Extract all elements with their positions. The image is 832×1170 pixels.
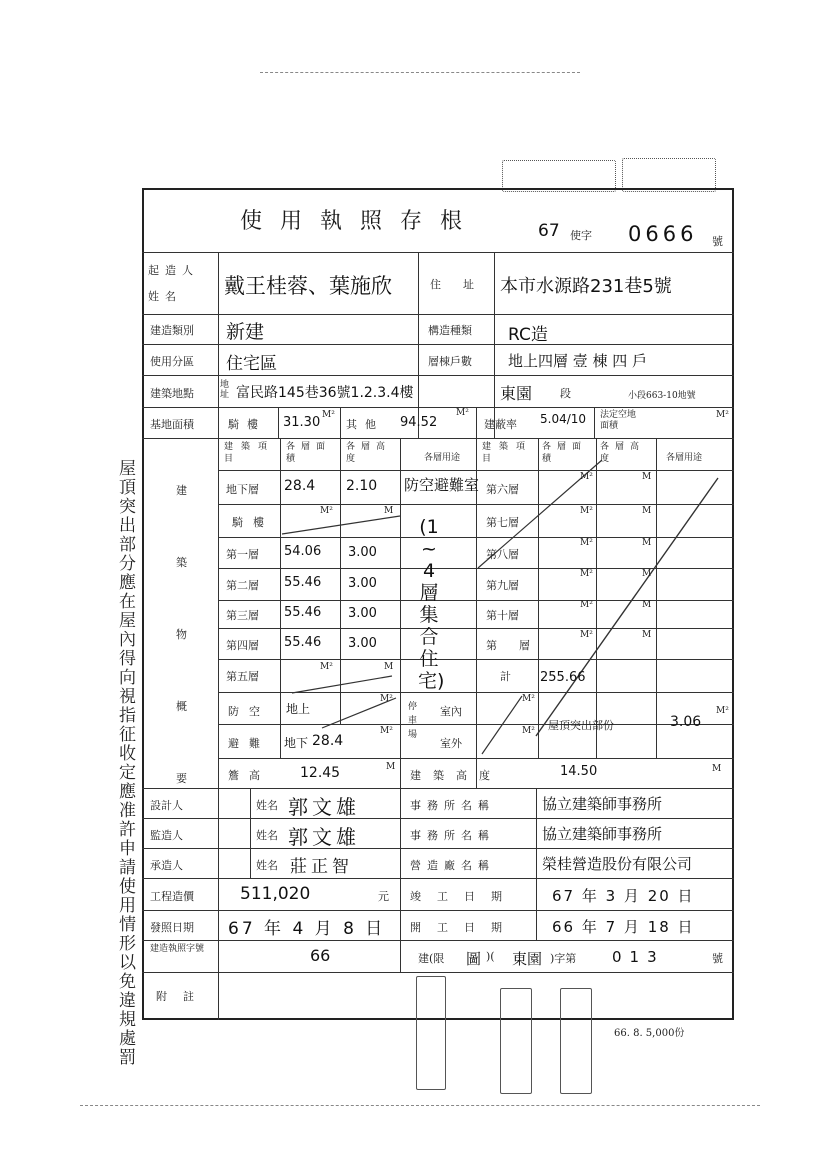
floor-use-0: 防空避難室 <box>404 476 480 494</box>
floor-height-unit-1: M <box>384 506 394 516</box>
floor-right-3: 第九層 <box>486 579 519 592</box>
floor-section-char-4: 概 <box>176 700 187 713</box>
coverage-label: 建蔽率 <box>484 418 517 431</box>
floor-area-4: 55.46 <box>284 605 322 620</box>
floor-right-0: 第六層 <box>486 483 519 496</box>
parking-outside-unit: M² <box>522 726 535 736</box>
use-note: (1~4層集合住宅) <box>418 516 445 692</box>
total-floor-area: 255.66 <box>540 670 586 685</box>
floor-name-6: 第五層 <box>226 670 259 683</box>
form-title: 使用執照存根 <box>240 209 481 234</box>
floor-name-5: 第四層 <box>226 639 259 652</box>
floor-name-4: 第三層 <box>226 609 259 622</box>
permit-ref-mid4: 東園 <box>512 950 543 968</box>
floor-area-0: 28.4 <box>284 478 316 494</box>
floor-area-3: 55.46 <box>284 575 322 590</box>
completion-date: 67 年 3 月 20 日 <box>552 887 695 905</box>
other-label: 其他 <box>346 418 384 431</box>
print-note: 66. 8. 5,000份 <box>614 1028 685 1039</box>
floor-height-5: 3.00 <box>348 636 377 651</box>
cost-label: 工程造價 <box>150 890 194 903</box>
issue-date-label: 發照日期 <box>150 921 194 934</box>
designer-name: 郭文雄 <box>288 795 360 819</box>
floor-right-1: 第七層 <box>486 516 519 529</box>
right-unit-m2-5: M² <box>580 630 593 640</box>
building-height-unit: M <box>712 764 722 774</box>
permit-ref-year: 66 <box>310 946 331 965</box>
scan-artifact-bottom <box>80 1105 760 1106</box>
site-area-label: 基地面積 <box>150 418 194 431</box>
floor-section-char-2: 築 <box>176 556 187 569</box>
start-date: 66 年 7 月 18 日 <box>552 918 695 936</box>
site-label: 建築地點 <box>150 387 194 400</box>
header-left-area: 各層面積 <box>286 442 332 464</box>
zone-value: 住宅區 <box>226 354 277 374</box>
builder-address: 本市水源路231巷5號 <box>500 276 672 297</box>
header-left-height: 各層高度 <box>346 442 392 464</box>
floor-area-2: 54.06 <box>284 544 322 559</box>
arcade-unit: M² <box>322 410 335 420</box>
completion-label: 竣工日期 <box>410 890 518 903</box>
seal-stamp-3 <box>560 988 592 1094</box>
remarks-label: 附註 <box>156 990 210 1003</box>
roof-projection-label: 屋頂突出部份 <box>548 719 614 732</box>
zone-label: 使用分區 <box>150 355 194 368</box>
designer-office-label: 事務所名稱 <box>410 799 495 812</box>
permit-ref-mid3: )( <box>486 950 495 963</box>
building-height-label: 建築高度 <box>410 769 502 782</box>
floor-right-5: 第層 <box>486 639 552 652</box>
approval-stamp-2 <box>622 158 716 192</box>
category-value: 新建 <box>226 321 265 343</box>
parking-inside: 室內 <box>440 705 462 718</box>
arcade-label: 騎樓 <box>228 418 266 431</box>
parking-label: 停車場 <box>408 702 418 740</box>
header-right-height: 各層高度 <box>600 442 646 464</box>
header-right-use: 各層用途 <box>666 453 703 463</box>
eave-height-label: 簷高 <box>228 769 270 782</box>
shelter-below-label: 地下 <box>284 736 309 750</box>
permit-number: 0666 <box>628 222 698 246</box>
floor-name-1: 騎樓 <box>232 516 274 529</box>
supervisor-office: 協立建築師事務所 <box>542 825 663 843</box>
other-area: 94.52 <box>400 415 438 430</box>
floor-right-2: 第八層 <box>486 548 519 561</box>
builder-name: 戴王桂蓉、葉施欣 <box>224 274 392 298</box>
right-unit-m-1: M <box>642 506 652 516</box>
permit-ref-num: 013 <box>612 948 665 966</box>
scan-artifact-top <box>260 72 580 73</box>
header-right-item: 建築項目 <box>482 442 534 464</box>
right-unit-m-5: M <box>642 630 652 640</box>
issue-date: 67 年 4 月 8 日 <box>228 919 386 939</box>
seal-stamp-1 <box>416 976 446 1090</box>
right-unit-m2-3: M² <box>580 569 593 579</box>
floor-right-total-label: 計 <box>500 670 511 683</box>
side-note: 屋頂突出部分應在屋內得向視指征收定應准許申請使用情形以免違規處罰 <box>119 459 136 1068</box>
structure-label: 構造種類 <box>428 324 472 337</box>
shelter-label: 防空 <box>228 705 270 718</box>
floor-height-0: 2.10 <box>346 478 378 494</box>
open-space-label: 法定空地面積 <box>600 410 637 431</box>
floor-section-char-1: 建 <box>176 484 187 497</box>
floor-area-unit-6: M² <box>320 662 333 672</box>
shelter-below-unit: M² <box>380 726 393 736</box>
cost-value: 511,020 <box>240 884 311 904</box>
contractor-company-label: 營造廠名稱 <box>410 859 495 872</box>
evac-label: 避難 <box>228 737 270 750</box>
supervisor-name: 郭文雄 <box>288 825 360 849</box>
section-value: 東園 <box>500 384 533 403</box>
start-date-label: 開工日期 <box>410 921 518 934</box>
building-height-value: 14.50 <box>560 764 598 779</box>
right-unit-m-3: M <box>642 569 652 579</box>
parcel-label: 小段663-10地號 <box>628 391 696 401</box>
floor-count-label: 層棟戶數 <box>428 355 472 368</box>
header-right-area: 各層面積 <box>542 442 588 464</box>
designer-office: 協立建築師事務所 <box>542 795 663 813</box>
floor-height-2: 3.00 <box>348 545 377 560</box>
permit-suffix: 號 <box>712 235 723 248</box>
permit-ref-label: 建造執照字號 <box>150 944 205 954</box>
site-address: 富民路145巷36號1.2.3.4樓 <box>236 385 414 401</box>
right-unit-m-0: M <box>642 472 652 482</box>
supervisor-label: 監造人 <box>150 829 183 842</box>
floor-area-unit-1: M² <box>320 506 333 516</box>
supervisor-office-label: 事務所名稱 <box>410 829 495 842</box>
shelter-above-unit: M² <box>380 694 393 704</box>
right-unit-m2-1: M² <box>580 506 593 516</box>
floor-area-5: 55.46 <box>284 635 322 650</box>
permit-year: 67 <box>538 221 560 241</box>
right-unit-m2-4: M² <box>580 600 593 610</box>
right-unit-m-4: M <box>642 600 652 610</box>
designer-label: 設計人 <box>150 799 183 812</box>
builder-label: 起造人姓名 <box>148 264 199 303</box>
site-address-label: 地址 <box>220 380 230 400</box>
designer-name-label: 姓名 <box>256 799 278 812</box>
structure-value: RC造 <box>508 325 548 345</box>
contractor-name-label: 姓名 <box>256 859 278 872</box>
supervisor-name-label: 姓名 <box>256 829 278 842</box>
arcade-area: 31.30 <box>283 415 321 430</box>
shelter-above-label: 地上 <box>286 702 311 716</box>
category-label: 建造類別 <box>150 324 194 337</box>
address-label: 住址 <box>430 278 496 291</box>
parking-inside-unit: M² <box>522 694 535 704</box>
floor-height-unit-6: M <box>384 662 394 672</box>
floor-section-label <box>176 455 188 815</box>
right-unit-m2-2: M² <box>580 538 593 548</box>
right-unit-m2-0: M² <box>580 472 593 482</box>
permit-ref-mid: 建(限 <box>418 952 445 965</box>
coverage-value: 5.04/10 <box>540 412 587 426</box>
floor-name-3: 第二層 <box>226 579 259 592</box>
header-left-item: 建築項目 <box>224 442 276 464</box>
floor-name-0: 地下層 <box>226 483 259 496</box>
contractor-name: 莊正智 <box>290 857 353 877</box>
eave-height-value: 12.45 <box>300 765 341 781</box>
permit-ref-mid5: )字第 <box>550 952 577 965</box>
header-left-use: 各層用途 <box>424 453 461 463</box>
section-label: 段 <box>560 387 571 400</box>
open-space-unit: M² <box>716 410 729 420</box>
roof-projection-value: 3.06 <box>670 714 702 730</box>
floor-right-4: 第十層 <box>486 609 519 622</box>
floor-count-value: 地上四層 壹 棟 四 戶 <box>508 352 648 370</box>
floor-name-2: 第一層 <box>226 548 259 561</box>
contractor-company: 榮桂營造股份有限公司 <box>542 855 693 873</box>
floor-height-4: 3.00 <box>348 606 377 621</box>
permit-prefix: 使字 <box>570 229 592 242</box>
permit-ref-mid2: 圖 <box>466 950 482 968</box>
cost-unit: 元 <box>378 890 389 903</box>
parking-outside: 室外 <box>440 737 462 750</box>
shelter-below-value: 28.4 <box>312 733 344 749</box>
seal-stamp-2 <box>500 988 532 1094</box>
other-unit: M² <box>456 408 469 418</box>
right-unit-m-2: M <box>642 538 652 548</box>
roof-projection-unit: M² <box>716 706 729 716</box>
permit-ref-suffix: 號 <box>712 952 723 965</box>
eave-height-unit: M <box>386 762 396 772</box>
floor-section-char-5: 要 <box>176 772 187 785</box>
contractor-label: 承造人 <box>150 859 183 872</box>
floor-height-3: 3.00 <box>348 576 377 591</box>
floor-section-char-3: 物 <box>176 628 187 641</box>
